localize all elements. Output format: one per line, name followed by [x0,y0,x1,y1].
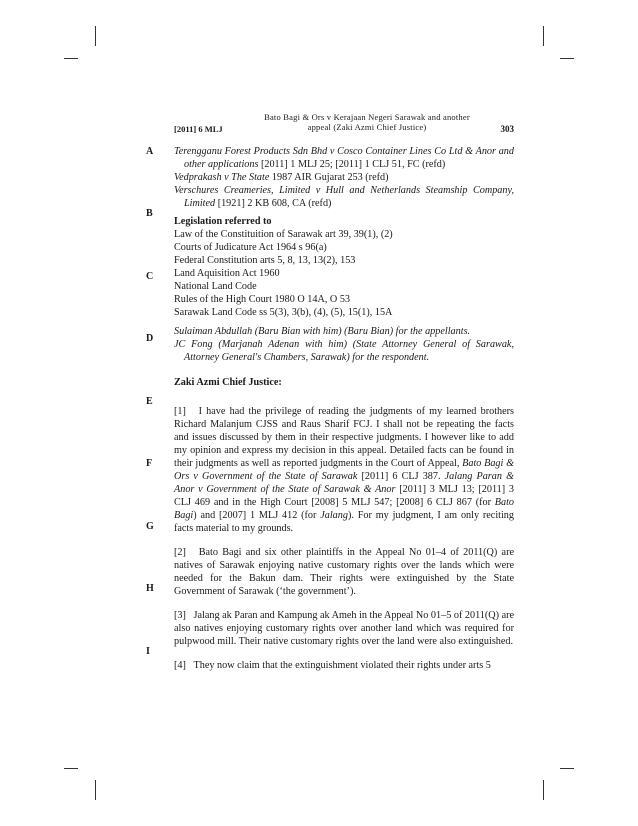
paragraph-1: [1] I have had the privilege of reading the judgments of my learned brothers Richard Malanjum CJSS and Raus Sharif FCJ. I shall not be repeating the facts and issues discussed by them in their respective judgments. I however like to add my opinion and express my decision in this appeal. Detailed facts can be found in their judgments as well as reported judgments in the Court of Appeal, Bato Bagi & Ors v Government of the State of Sarawak [2011] 6 CLJ 387. Jalang Paran & Anor v Government of the State of Sarawak & Anor [2011] 3 MLJ 13; [2011] 3 CLJ 469 and in the High Court [2008] 5 MLJ 547; [2008] 6 CLJ 867 (for Bato Bagi) and [2007] 1 MLJ 412 (for Jalang). For my judgment, I am only reciting facts material to my grounds. [174,406,515,534]
margin-letter-i: I [146,646,150,657]
margin-letter-c: C [146,271,154,282]
crop-mark-bottom-left-h [64,768,78,769]
paragraph-4: [4] They now claim that the extinguishment violated their rights under arts 5 [174,660,491,671]
legislation-item: National Land Code [174,281,257,292]
counsel-appellants: Sulaiman Abdullah (Baru Bian with him) (Baru Bian) for the appellants. [174,326,471,337]
page-number: 303 [500,124,514,134]
legislation-heading: Legislation referred to [174,216,272,227]
margin-letter-b: B [146,208,153,219]
page-body [174,145,514,672]
header-title-line1: Bato Bagi & Ors v Kerajaan Negeri Sarawak and another [264,112,470,122]
case-reference: Terengganu Forest Products Sdn Bhd v Cosco Container Lines Co Ltd & Anor and other applications [2011] 1 MLJ 25; [2011] 1 CLJ 51, FC (refd) [174,146,514,170]
legislation-item: Land Aquisition Act 1960 [174,268,280,279]
case-reference: Verschures Creameries, Limited v Hull and Netherlands Steamship Company, Limited [1921] 2 KB 608, CA (refd) [174,185,514,209]
crop-mark-bottom-right-v [543,780,544,800]
margin-letter-h: H [146,583,154,594]
margin-letter-d: D [146,333,154,344]
crop-mark-top-right-h [560,58,574,59]
crop-mark-bottom-right-h [560,768,574,769]
paragraph-2: [2] Bato Bagi and six other plaintiffs in the Appeal No 01–4 of 2011(Q) are natives of Sarawak enjoying native customary rights over the lands which were needed for the Bakun dam. Their rights were extinguished by the State Government of Sarawak (‘the government’). [174,547,514,597]
counsel-respondent: JC Fong (Marjanah Adenan with him) (State Attorney General of Sarawak, Attorney General's Chambers, Sarawak) for the respondent. [174,339,514,363]
margin-letter-f: F [146,458,153,469]
paragraph-3: [3] Jalang ak Paran and Kampung ak Ameh in the Appeal No 01–5 of 2011(Q) are also natives enjoying customary rights over another land which was required for pulpwood mill. Their native customary rights over the land were also extinguished. [174,610,515,647]
legislation-item: Rules of the High Court 1980 O 14A, O 53 [174,294,351,305]
margin-letter-g: G [146,521,154,532]
header-title [252,112,482,132]
legislation-item: Law of the Constituition of Sarawak art 39, 39(1), (2) [174,229,393,240]
legislation-item: Sarawak Land Code ss 5(3), 3(b), (4), (5), 15(1), 15A [174,307,393,318]
crop-mark-top-left-v [95,26,96,46]
legislation-item: Courts of Judicature Act 1964 s 96(a) [174,242,327,253]
legislation-item: Federal Constitution arts 5, 8, 13, 13(2), 153 [174,255,356,266]
header-title-line2: appeal (Zaki Azmi Chief Justice) [307,122,427,132]
running-header [174,111,514,135]
margin-letter-e: E [146,396,153,407]
crop-mark-top-right-v [543,26,544,46]
crop-mark-top-left-h [64,58,78,59]
margin-letter-a: A [146,146,154,157]
judge-heading: Zaki Azmi Chief Justice: [174,377,282,388]
header-citation: [2011] 6 MLJ [174,124,223,134]
crop-mark-bottom-left-v [95,780,96,800]
case-reference: Vedprakash v The State 1987 AIR Gujarat 253 (refd) [174,172,389,183]
